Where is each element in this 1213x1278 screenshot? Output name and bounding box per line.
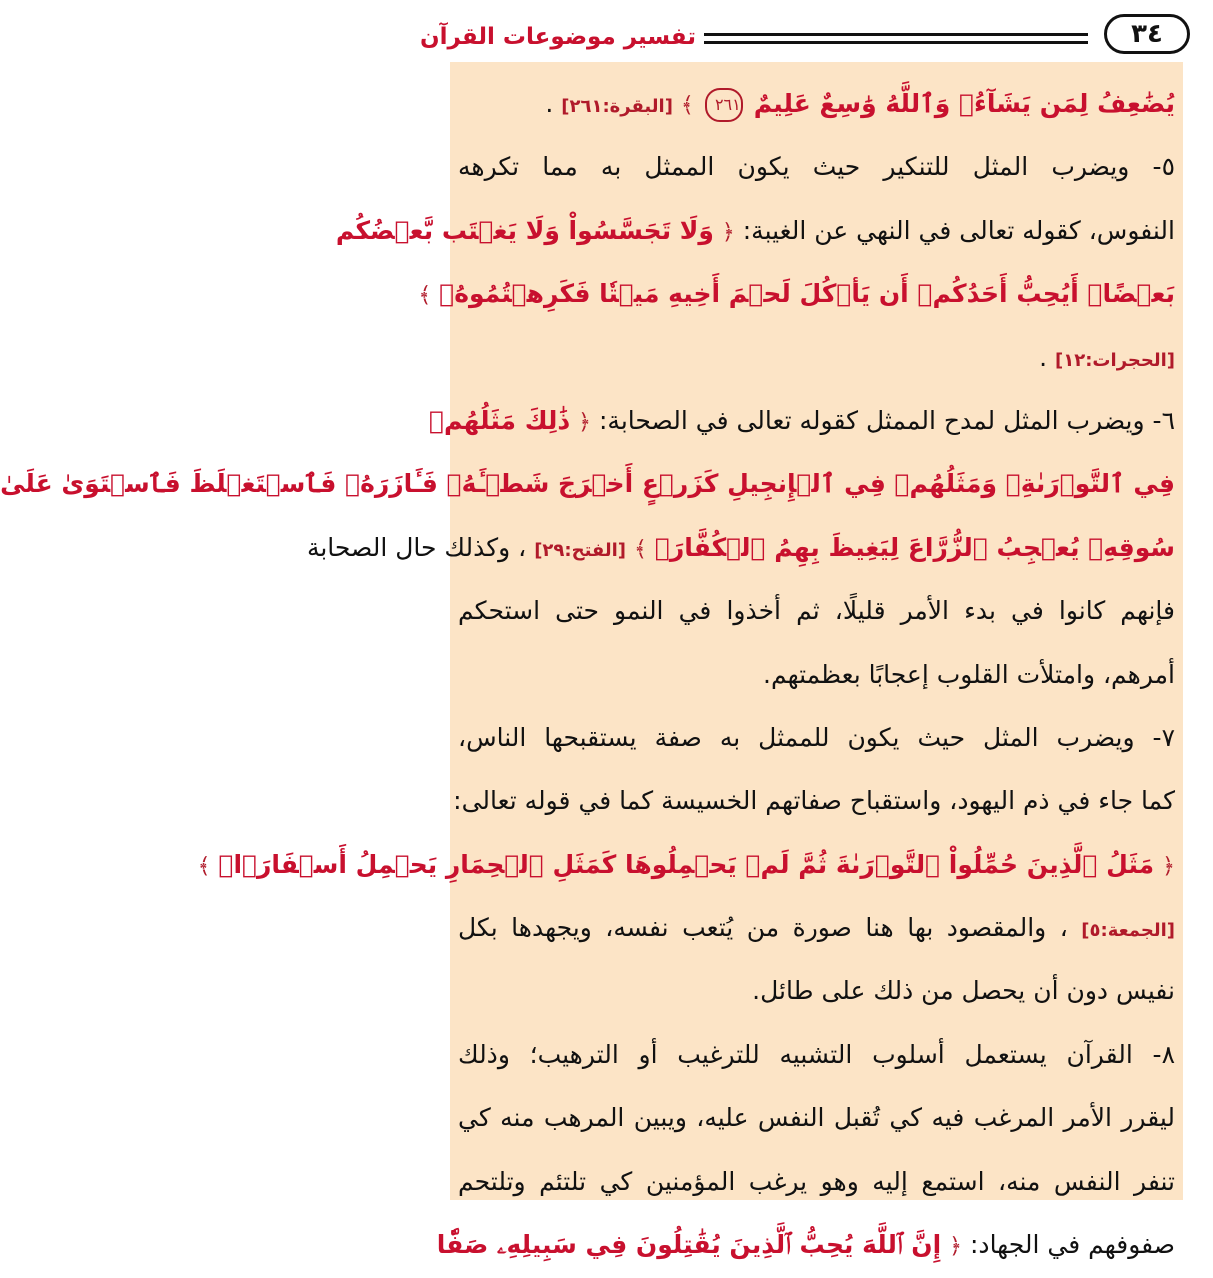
ornate-bracket: ﴿ [949,1234,963,1260]
body-text: فإنهم كانوا في بدء الأمر قليلًا، ثم أخذوا في النمو حتى استحكم [458,596,1175,626]
body-text: صفوفهم في الجهاد: [962,1230,1175,1260]
quran-verse: فِي ٱلتَّوۡرَىٰةِۚ وَمَثَلُهُمۡ فِي ٱلۡإِنجِيلِ كَزَرۡعٍ أَخۡرَجَ شَطۡـَٔهُۥ فَـَٔازَرَهُۥ فَٱسۡتَغۡلَظَ فَٱسۡتَوَىٰ عَلَىٰ [0,469,1175,499]
ornate-bracket: ﴾ [634,536,647,562]
quran-verse: إِنَّ ٱللَّهَ يُحِبُّ ٱلَّذِينَ يُقَٰتِلُونَ فِي سَبِيلِهِۦ صَفّٗا [436,1230,942,1260]
ayah-number-marker: ٢٦١ [705,88,743,122]
text-line [418,262,1175,325]
header-rule-top [704,33,1088,36]
page-number: ٣٤ [1104,14,1190,54]
ornate-bracket: ﴾ [197,853,211,879]
page-header [420,0,1213,62]
text-line [197,833,1175,896]
verse-reference: [الحجرات:١٢] [1055,349,1175,371]
text-line [335,199,1175,262]
header-rule-bottom [704,41,1088,44]
text-line [458,1086,1175,1149]
verse-reference: [الفتح:٢٩] [534,539,627,561]
quran-verse: مَثَلُ ٱلَّذِينَ حُمِّلُواْ ٱلتَّوۡرَىٰةَ ثُمَّ لَمۡ يَحۡمِلُوهَا كَمَثَلِ ٱلۡحِمَارِ يَحۡمِلُ أَسۡفَارَۢاۚ [218,849,1155,879]
verse-reference: [الجمعة:٥] [1081,920,1175,942]
ornate-bracket: ﴿ [1162,853,1175,879]
body-text: . [1039,342,1048,372]
header-rule [704,33,1088,45]
text-line [0,452,1175,515]
text-line [458,1150,1175,1213]
text-line [458,72,1175,135]
body-text: ليقرر الأمر المرغب فيه كي تُقبل النفس عليه، ويبين المرهب منه كي [458,1103,1175,1133]
text-line [458,326,1175,389]
text-line [429,389,1175,452]
body-text: ٨- القرآن يستعمل أسلوب التشبيه للترغيب أو الترهيب؛ وذلك [458,1039,1175,1069]
body-text: أمرهم، وامتلأت القلوب إعجابًا بعظمتهم. [763,659,1175,689]
body-text: ، والمقصود بها هنا صورة من يُتعب نفسه، ويجهدها بكل [458,913,1068,943]
ornate-bracket: ﴿ [721,219,735,245]
body-text: تنفر النفس منه، استمع إليه وهو يرغب المؤمنين كي تلتئم وتلتحم [458,1166,1175,1196]
body-text: ٦- ويضرب المثل لمدح الممثل كقوله تعالى في الصحابة: [591,405,1175,435]
text-line [306,516,1175,579]
text-line [453,769,1175,832]
body-text: النفوس، كقوله تعالى في النهي عن الغيبة: [734,215,1175,245]
ornate-bracket: ﴿ [578,409,592,435]
quran-verse: وَلَا تَجَسَّسُواْ وَلَا يَغۡتَب بَّعۡضُكُم [335,215,714,245]
text-line [458,959,1175,1022]
text-line [458,579,1175,642]
text-line [458,706,1175,769]
ornate-bracket: ﴾ [418,283,432,309]
ornate-bracket: ﴾ [680,93,694,118]
text-line [436,1213,1175,1276]
text-line [458,135,1175,198]
text-line [458,896,1175,959]
body-text: ، وكذلك حال الصحابة [306,532,527,562]
page-body [0,62,1183,1260]
quran-verse: يُضَٰعِفُ لِمَن يَشَآءُۗ وَٱللَّهُ وَٰسِعٌ عَلِيمٌ [753,89,1175,118]
quran-verse: سُوقِهِۦ يُعۡجِبُ ٱلزُّرَّاعَ لِيَغِيظَ بِهِمُ ٱلۡكُفَّارَۗ [654,532,1175,562]
book-title: تفسير موضوعات القرآن [420,24,696,50]
body-text: ٧- ويضرب المثل حيث يكون للممثل به صفة يستقبحها الناس، [458,722,1175,752]
quran-verse: ذَٰلِكَ مَثَلُهُمۡ [429,405,571,435]
verse-reference: [البقرة:٢٦١] [561,96,673,117]
body-text: . [545,89,554,118]
text-line [458,1023,1175,1086]
body-text: ٥- ويضرب المثل للتنكير حيث يكون الممثل به مما تكرهه [458,152,1175,182]
body-text: كما جاء في ذم اليهود، واستقباح صفاتهم الخسيسة كما في قوله تعالى: [453,786,1175,816]
quran-verse: بَعۡضًاۚ أَيُحِبُّ أَحَدُكُمۡ أَن يَأۡكُلَ لَحۡمَ أَخِيهِ مَيۡتٗا فَكَرِهۡتُمُوهُۚ [439,279,1175,309]
body-text: نفيس دون أن يحصل من ذلك على طائل. [752,976,1175,1006]
text-line [458,643,1175,706]
